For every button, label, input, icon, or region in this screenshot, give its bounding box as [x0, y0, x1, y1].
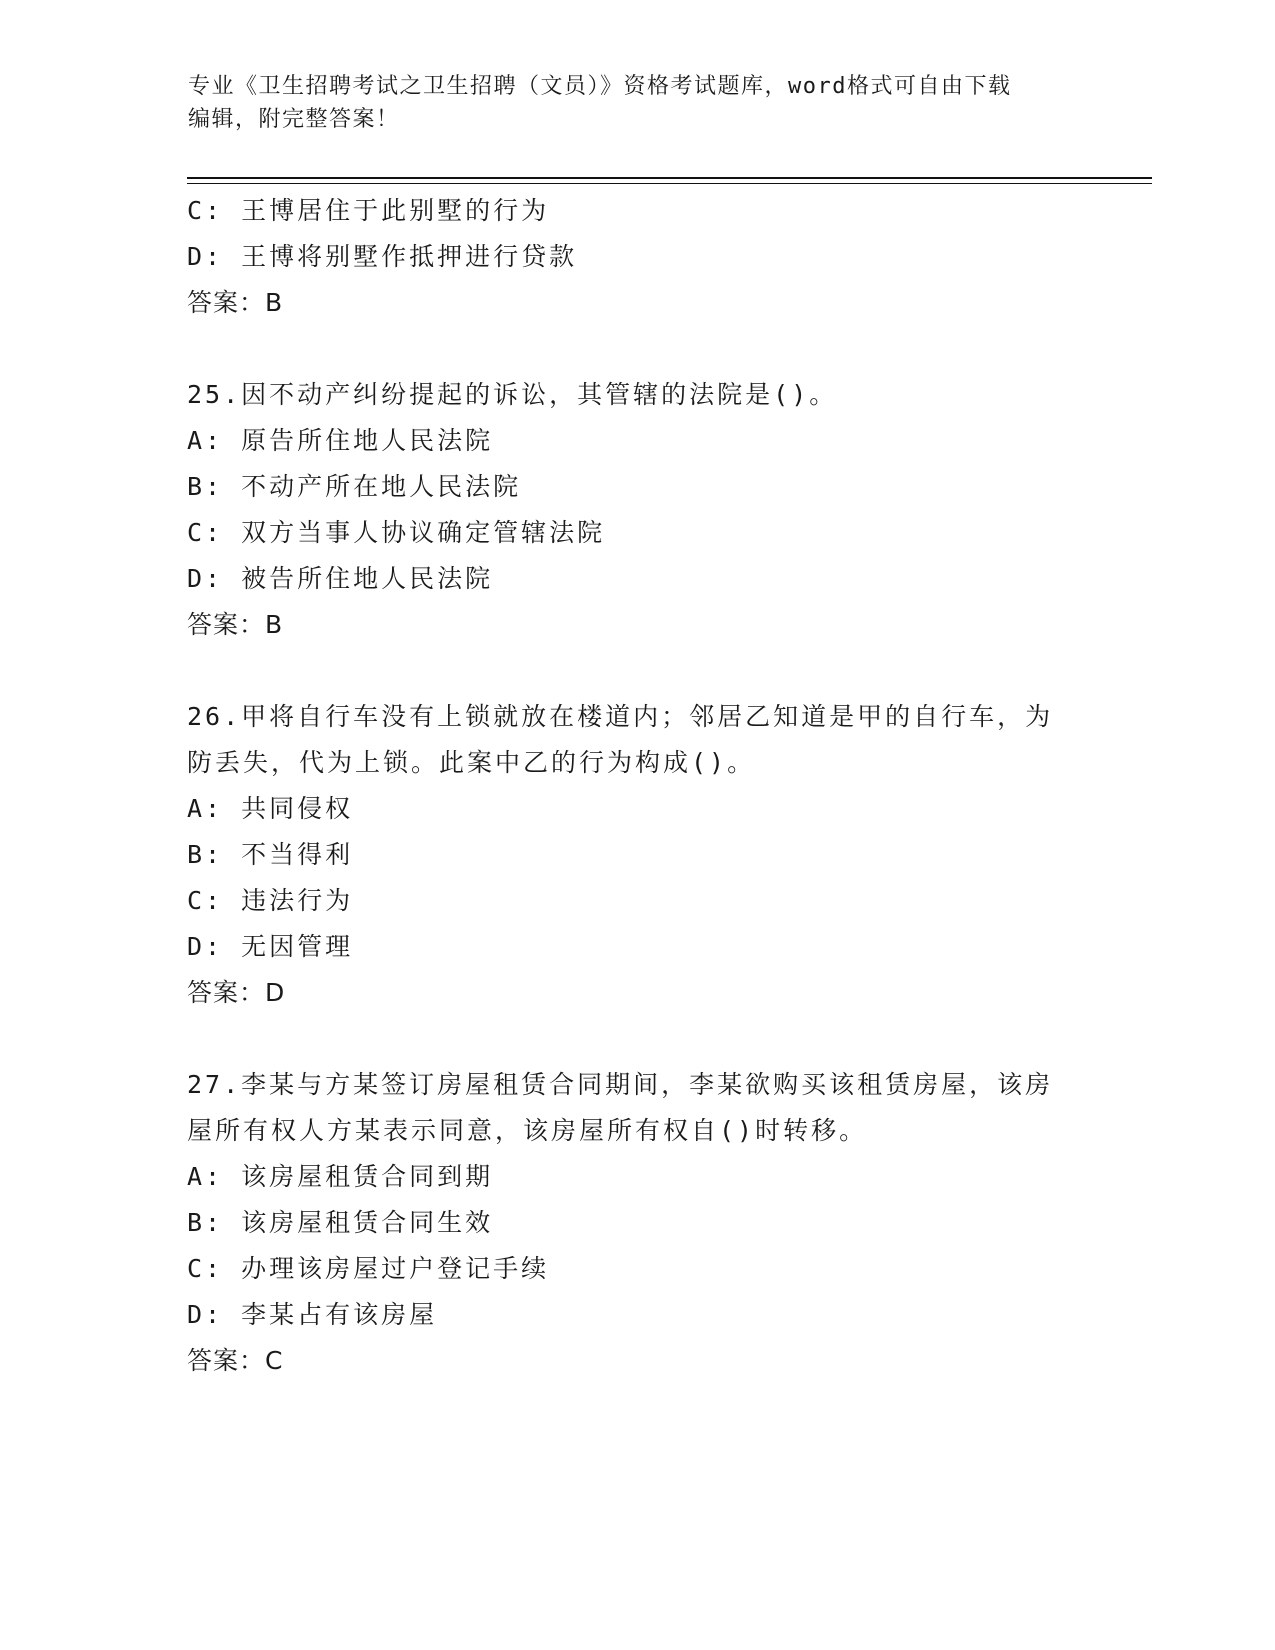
question-block-25	[187, 372, 1087, 648]
question-text: 25.因不动产纠纷提起的诉讼，其管辖的法院是()。	[187, 380, 838, 409]
question-text-line-1: 27.李某与方某签订房屋租赁合同期间，李某欲购买该租赁房屋，该房	[187, 1070, 1054, 1099]
option-c: C: 双方当事人协议确定管辖法院	[187, 518, 606, 547]
previous-question-block	[187, 188, 1087, 326]
spacer	[187, 1016, 1087, 1062]
option-b: B: 该房屋租赁合同生效	[187, 1208, 494, 1237]
question-block-26	[187, 694, 1087, 1016]
option-d: D: 李某占有该房屋	[187, 1300, 438, 1329]
answer-line: 答案：C	[187, 1346, 284, 1375]
header-line-2: 编辑，附完整答案！	[188, 107, 400, 132]
option-c: C: 违法行为	[187, 886, 354, 915]
option-a: A: 原告所住地人民法院	[187, 426, 494, 455]
document-header	[188, 70, 1088, 136]
header-rule-thin	[187, 183, 1152, 184]
option-c: C: 王博居住于此别墅的行为	[187, 196, 550, 225]
option-d: D: 被告所住地人民法院	[187, 564, 494, 593]
answer-line: 答案：D	[187, 978, 286, 1007]
answer-line: 答案：B	[187, 288, 284, 317]
question-block-27	[187, 1062, 1087, 1384]
option-b: B: 不动产所在地人民法院	[187, 472, 522, 501]
spacer	[187, 648, 1087, 694]
option-c: C: 办理该房屋过户登记手续	[187, 1254, 550, 1283]
option-d: D: 无因管理	[187, 932, 354, 961]
header-rule-thick	[187, 177, 1152, 179]
header-line-1: 专业《卫生招聘考试之卫生招聘（文员）》资格考试题库，word格式可自由下载	[188, 74, 1012, 99]
option-a: A: 共同侵权	[187, 794, 354, 823]
question-text-line-2: 屋所有权人方某表示同意，该房屋所有权自()时转移。	[187, 1116, 868, 1145]
option-d: D: 王博将别墅作抵押进行贷款	[187, 242, 578, 271]
question-text-line-2: 防丢失，代为上锁。此案中乙的行为构成()。	[187, 748, 756, 777]
spacer	[187, 326, 1087, 372]
question-text-line-1: 26.甲将自行车没有上锁就放在楼道内；邻居乙知道是甲的自行车，为	[187, 702, 1054, 731]
question-content	[187, 188, 1087, 1384]
option-a: A: 该房屋租赁合同到期	[187, 1162, 494, 1191]
option-b: B: 不当得利	[187, 840, 354, 869]
answer-line: 答案：B	[187, 610, 284, 639]
